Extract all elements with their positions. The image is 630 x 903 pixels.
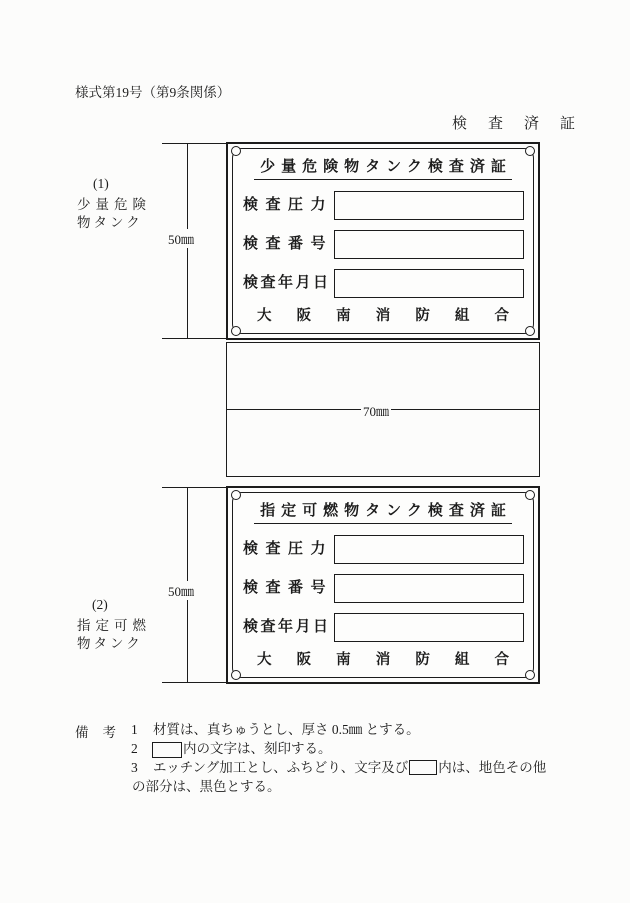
plate1-row3-label: 検査年月日	[243, 275, 331, 291]
issuer-char: 組	[454, 308, 470, 324]
plate1-row1-value-box	[334, 191, 524, 220]
plate1-title-wrap	[228, 155, 538, 180]
plate1-issuer	[257, 304, 509, 325]
issuer-char: 組	[454, 652, 470, 668]
plate2-row3-value-box	[334, 613, 524, 642]
issuer-char: 合	[494, 652, 509, 668]
remarks-item3-text-before: エッチング加工とし、ふちどり、文字及び	[153, 760, 409, 775]
remarks-item2-text: 内の文字は、刻印する。	[183, 741, 332, 756]
plate2-row1-value-box	[334, 535, 524, 564]
plate1-caption-line2: 物タンク	[77, 215, 143, 230]
screw-hole-icon	[525, 670, 535, 680]
screw-hole-icon	[525, 146, 535, 156]
remarks-item3-number: 3	[131, 760, 138, 775]
issuer-char: 防	[415, 308, 430, 324]
plate1-height-dimension-label: 50㎜	[166, 229, 196, 248]
plate2-row3-label: 検査年月日	[243, 619, 331, 635]
plate2-bottom-extension-line	[162, 682, 226, 683]
issuer-char: 阪	[296, 652, 312, 668]
screw-hole-icon	[231, 326, 241, 336]
width-dimension-label: 70㎜	[361, 401, 391, 420]
plate1-title: 少量危険物タンク検査済証	[254, 155, 512, 180]
plate1-top-extension-line	[162, 143, 226, 144]
screw-hole-icon	[525, 326, 535, 336]
plate1-row2-value-box	[334, 230, 524, 259]
plate1-caption-number: (1)	[93, 176, 109, 191]
plate1-caption-line1: 少量危険	[77, 197, 151, 212]
plate1-row1-label: 検査圧力	[243, 197, 334, 213]
plate1-bottom-extension-line	[162, 338, 226, 339]
plate2-title: 指定可燃物タンク検査済証	[254, 499, 512, 524]
issuer-char: 消	[375, 308, 391, 324]
screw-hole-icon	[231, 146, 241, 156]
issuer-char: 阪	[296, 308, 312, 324]
issuer-char: 合	[494, 308, 509, 324]
plate1-row2-label: 検査番号	[243, 236, 334, 252]
plate2-caption-line2: 物タンク	[77, 636, 143, 651]
certificate-heading: 検査済証	[452, 116, 597, 132]
remarks-item1-text: 材質は、真ちゅうとし、厚さ 0.5㎜ とする。	[153, 722, 420, 737]
blank-box	[152, 742, 182, 758]
issuer-char: 南	[336, 652, 351, 668]
plate2-row2-value-box	[334, 574, 524, 603]
plate2-row2-label: 検査番号	[243, 580, 334, 596]
remarks-item3-text	[153, 759, 546, 777]
remarks-item3-text-after: 内は、地色その他	[438, 760, 547, 775]
plate2-caption-line1: 指定可燃	[77, 618, 151, 633]
remarks-item3-continuation: の部分は、黒色とする。	[132, 779, 281, 794]
plate2-top-extension-line	[162, 487, 226, 488]
blank-box	[409, 760, 437, 775]
plate2-height-dimension-label: 50㎜	[166, 581, 196, 600]
plate2-title-wrap	[228, 499, 538, 524]
issuer-char: 大	[257, 308, 272, 324]
plate2-certificate-plate	[226, 486, 540, 684]
remarks-item1-number: 1	[131, 722, 138, 737]
plate2-row1-label: 検査圧力	[243, 541, 334, 557]
plate2-issuer	[257, 648, 509, 669]
form-number: 様式第19号（第9条関係）	[75, 85, 231, 100]
plate1-certificate-plate	[226, 142, 540, 340]
issuer-char: 南	[336, 308, 351, 324]
issuer-char: 大	[257, 652, 272, 668]
screw-hole-icon	[231, 490, 241, 500]
screw-hole-icon	[231, 670, 241, 680]
plate2-caption-number: (2)	[92, 597, 108, 612]
remarks-heading: 備考	[75, 725, 130, 740]
issuer-char: 消	[375, 652, 391, 668]
issuer-char: 防	[415, 652, 430, 668]
plate1-row3-value-box	[334, 269, 524, 298]
screw-hole-icon	[525, 490, 535, 500]
remarks-item2-number: 2	[131, 741, 138, 756]
